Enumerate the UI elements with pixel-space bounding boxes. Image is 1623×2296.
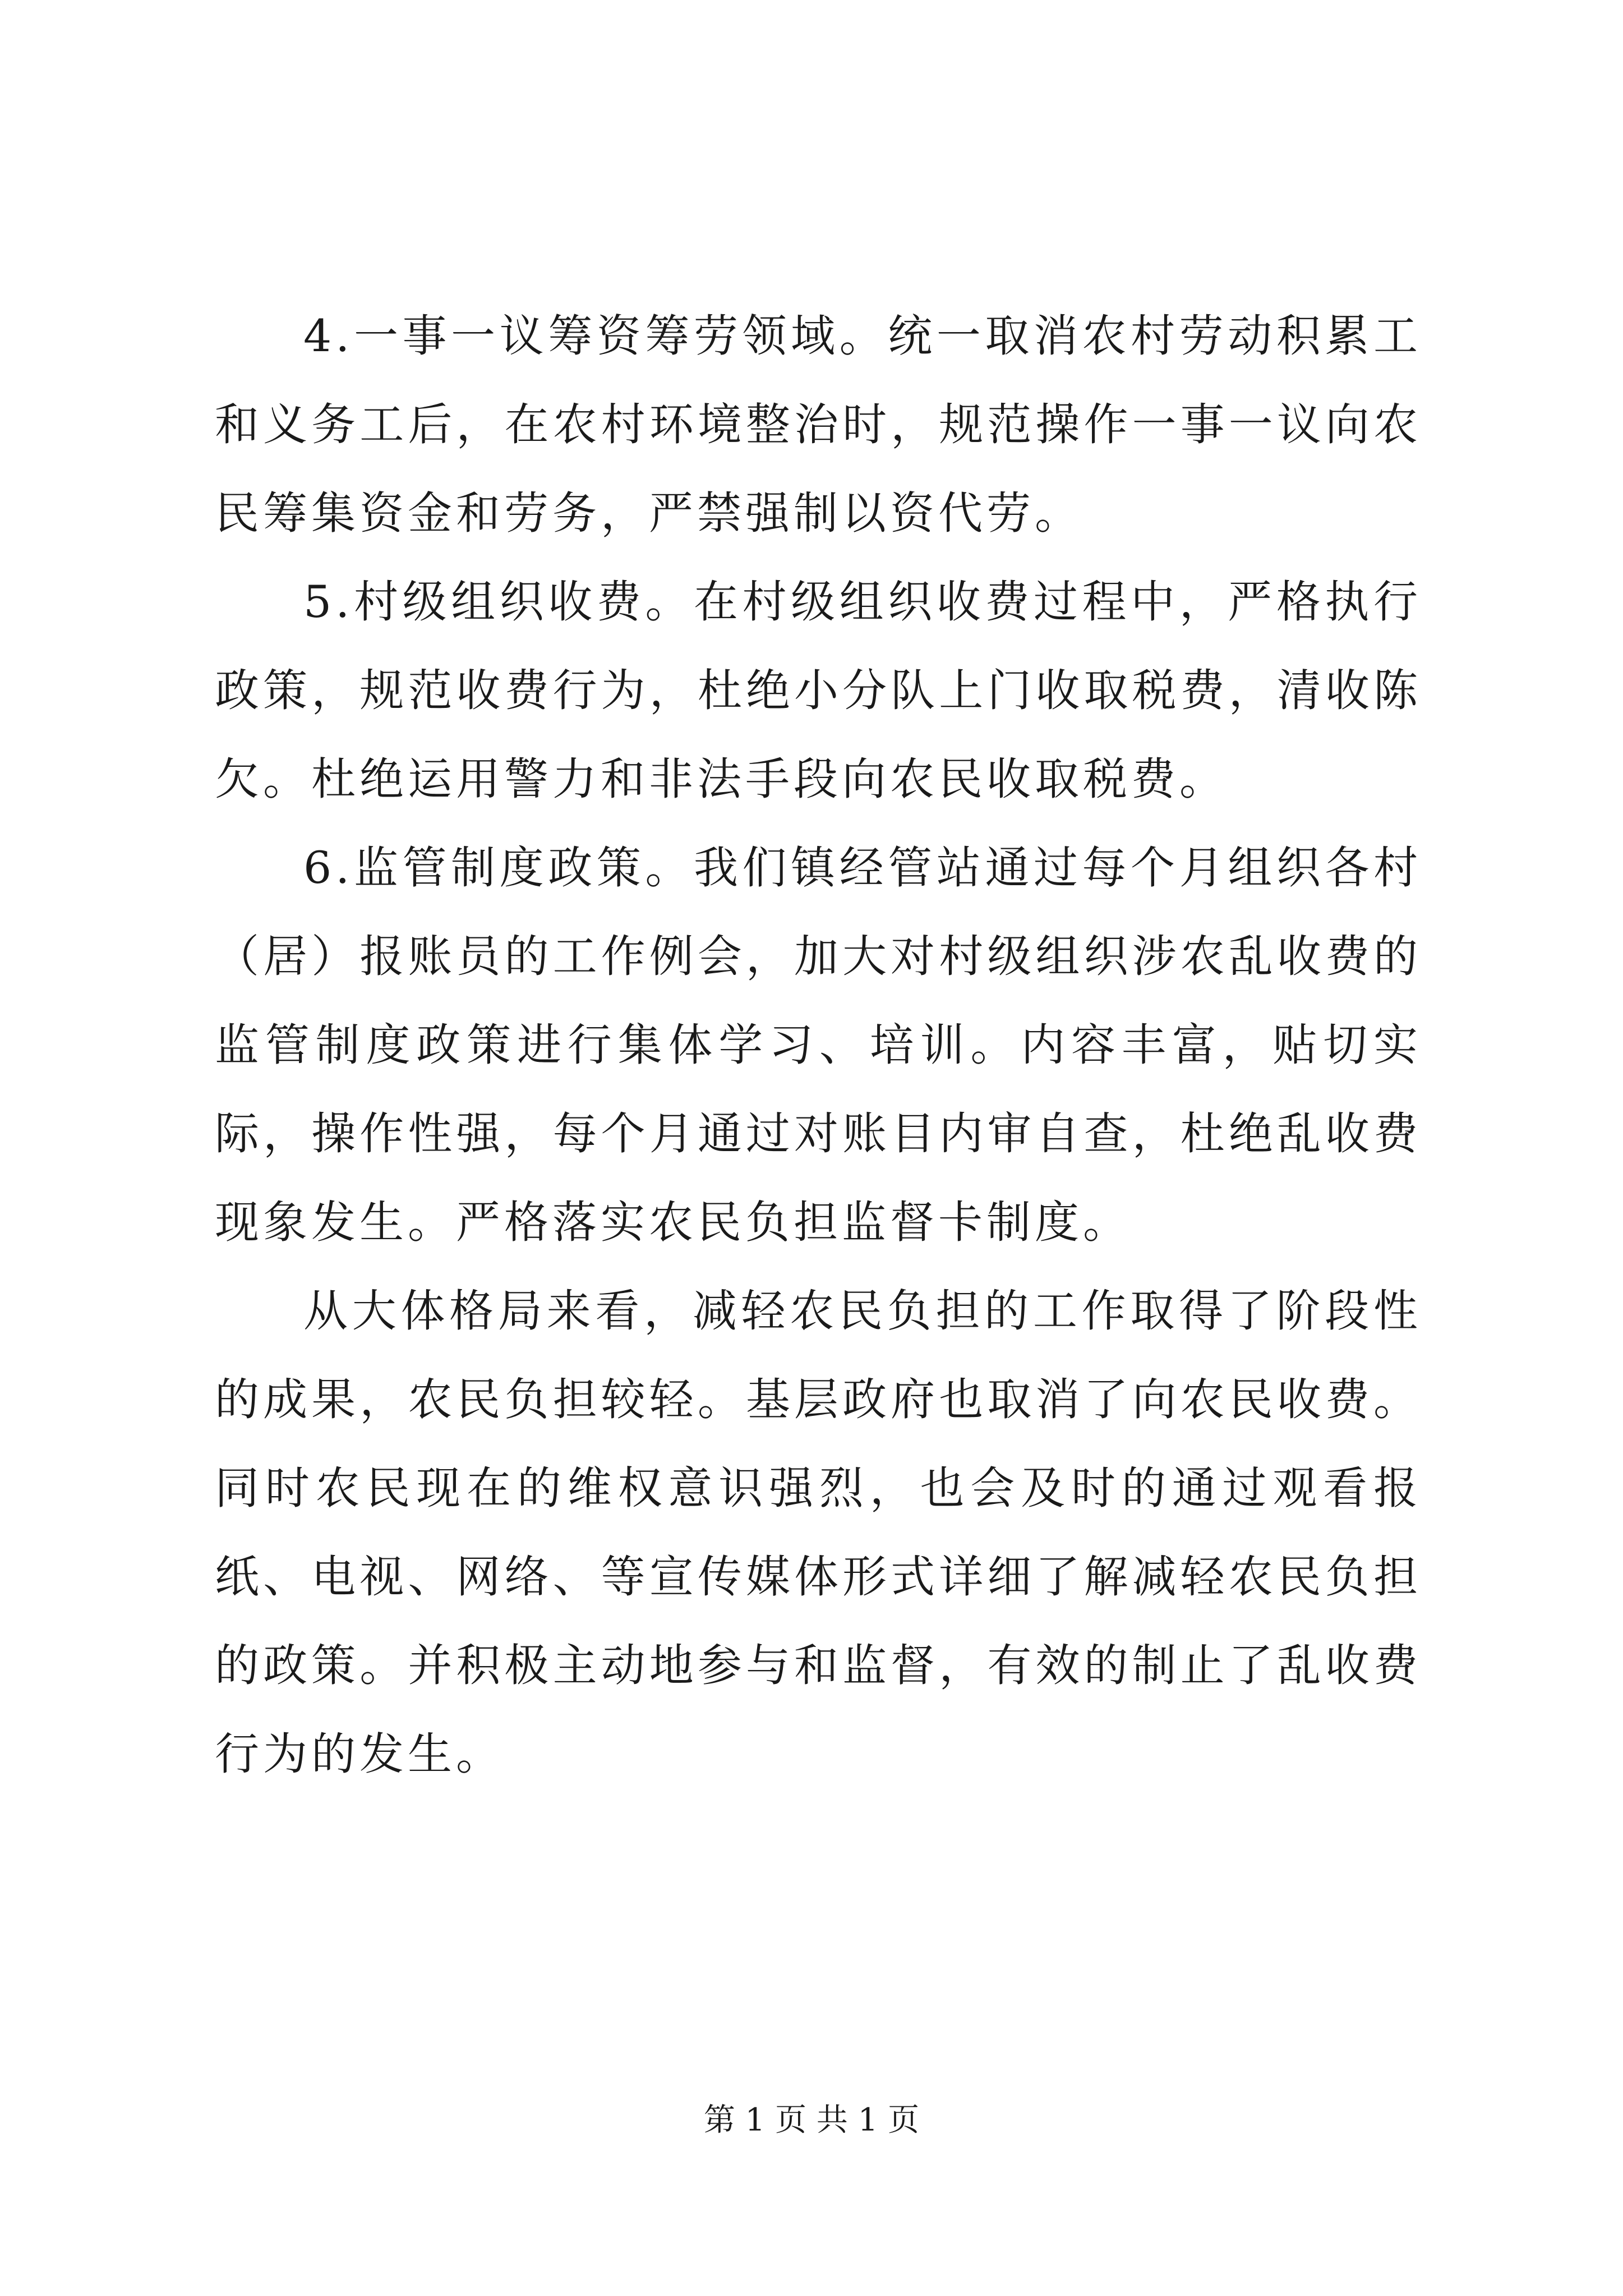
paragraph-item-5: 5.村级组织收费。在村级组织收费过程中，严格执行政策，规范收费行为，杜绝小分队上门收取税费，清收陈欠。杜绝运用警力和非法手段向农民收取税费。 bbox=[215, 576, 1422, 805]
paragraph-summary: 从大体格局来看，减轻农民负担的工作取得了阶段性的成果，农民负担较轻。基层政府也取消了向农民收费。同时农民现在的维权意识强烈，也会及时的通过观看报纸、电视、网络、等宣传媒体形式详细了解减轻农民负担的政策。并积极主动地参与和监督，有效的制止了乱收费行为的发生。 bbox=[215, 1285, 1422, 1780]
page-footer: 第 1 页 共 1 页 bbox=[703, 2102, 920, 2138]
document-body bbox=[215, 292, 1422, 1798]
paragraph-item-4: 4.一事一议筹资筹劳领域。统一取消农村劳动积累工和义务工后，在农村环境整治时，规范操作一事一议向农民筹集资金和劳务，严禁强制以资代劳。 bbox=[215, 310, 1422, 539]
paragraph-item-6: 6.监管制度政策。我们镇经管站通过每个月组织各村（居）报账员的工作例会，加大对村级组织涉农乱收费的监管制度政策进行集体学习、培训。内容丰富，贴切实际，操作性强，每个月通过对账目内审自查，杜绝乱收费现象发生。严格落实农民负担监督卡制度。 bbox=[215, 842, 1422, 1248]
